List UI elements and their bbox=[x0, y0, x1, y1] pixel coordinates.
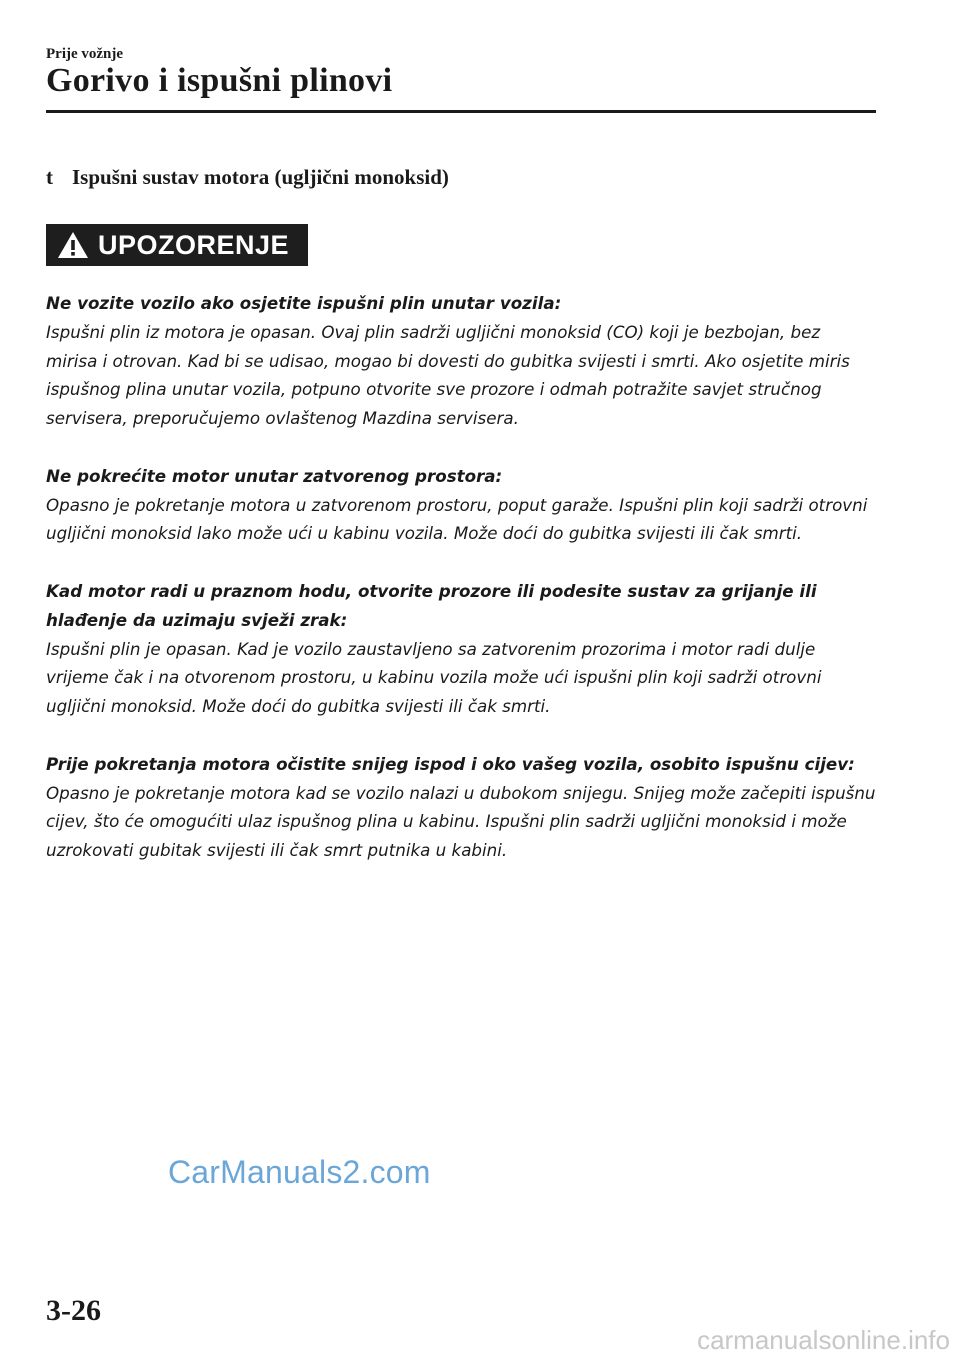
breadcrumb: Prije vožnje bbox=[46, 46, 124, 62]
warning-triangle-icon bbox=[56, 230, 90, 260]
section-heading-text: Ispušni sustav motora (ugljični monoksid) bbox=[72, 165, 449, 189]
warning-item-text: Opasno je pokretanje motora u zatvorenom prostoru, poput garaže. Ispušni plin koji sadrži otrovni ugljični monoksid lako može ući u kabinu vozila. Može doći do gubitka svijesti ili čak smrti. bbox=[46, 494, 868, 544]
footer-site-link[interactable]: carmanualsonline.info bbox=[697, 1325, 950, 1355]
warning-item-title: Kad motor radi u praznom hodu, otvorite prozore ili podesite sustav za grijanje ili hlađenje da uzimaju svježi zrak: bbox=[46, 580, 817, 630]
warning-item-title: Ne vozite vozilo ako osjetite ispušni plin unutar vozila: bbox=[46, 293, 562, 313]
section-marker: t bbox=[46, 165, 53, 189]
page-title: Gorivo i ispušni plinovi bbox=[46, 62, 393, 99]
warning-badge bbox=[46, 224, 308, 266]
warning-item-text: Ispušni plin je opasan. Kad je vozilo zaustavljeno sa zatvorenim prozorima i motor radi dulje vrijeme čak i na otvorenom prostoru, u kabinu vozila može ući ispušni plin koji sadrži otrovni ugljični monoksid. Može doći do gubitka svijesti ili čak smrti. bbox=[46, 638, 822, 717]
warning-item-title: Prije pokretanja motora očistite snijeg ispod i oko vašeg vozila, osobito ispušnu cijev: bbox=[46, 753, 855, 774]
watermark: CarManuals2.com bbox=[168, 1154, 431, 1190]
warning-label: UPOZORENJE bbox=[98, 229, 290, 260]
warning-item bbox=[46, 750, 876, 865]
warning-item bbox=[46, 577, 876, 721]
warning-item-title: Ne pokrećite motor unutar zatvorenog prostora: bbox=[46, 465, 503, 486]
warning-body bbox=[46, 289, 876, 894]
warning-item-text: Opasno je pokretanje motora kad se vozilo nalazi u dubokom snijegu. Snijeg može začepiti ispušnu cijev, što će omogućiti ulaz ispušnog plina u kabinu. Ispušni plin sadrži ugljični monoksid i može uzrokovati gubitak svijesti ili čak smrt putnika u kabini. bbox=[46, 782, 876, 861]
section-heading bbox=[46, 165, 449, 190]
warning-item-text: Ispušni plin iz motora je opasan. Ovaj plin sadrži ugljični monoksid (CO) koji je bezbojan, bez mirisa i otrovan. Kad bi se udisao, mogao bi dovesti do gubitka svijesti i smrti. Ako osjetite miris ispušnog plina unutar vozila, potpuno otvorite sve prozore i odmah potražite savjet stručnog servisera, preporučujemo ovlaštenog Mazdina servisera. bbox=[46, 321, 850, 429]
page-number: 3-26 bbox=[46, 1294, 101, 1327]
warning-item bbox=[46, 289, 876, 433]
title-divider bbox=[46, 110, 876, 113]
warning-item bbox=[46, 462, 876, 548]
